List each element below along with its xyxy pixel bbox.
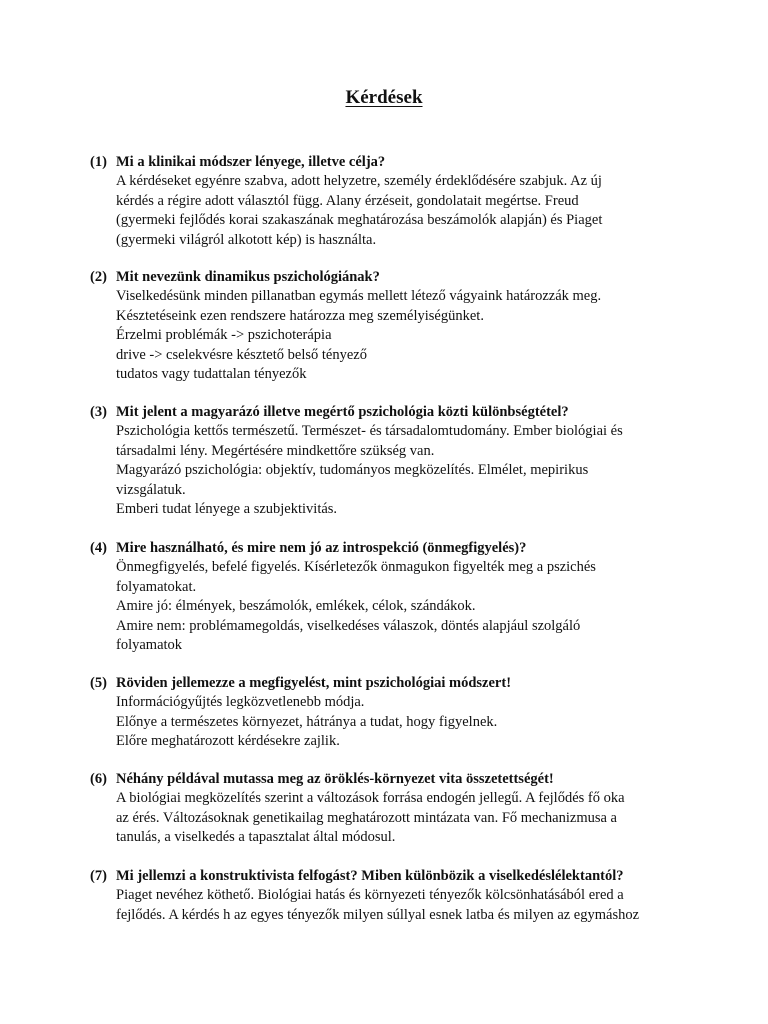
answer-line: Amire nem: problémamegoldás, viselkedéses válaszok, döntés alapjául szolgáló [116, 617, 581, 634]
answer-line: az érés. Változásoknak genetikailag meghatározott mintázata van. Fő mechanizmusa a [116, 809, 617, 826]
question-text: Mire használható, és mire nem jó az introspekció (önmegfigyelés)? [116, 540, 527, 556]
answer-line: tanulás, a viselkedés a tapasztalat által módosul. [116, 829, 396, 846]
question-number: (2) [90, 269, 107, 285]
answer-text [116, 886, 690, 925]
answer-line: Információgyűjtés legközvetlenebb módja. [116, 694, 365, 711]
answer-line: Emberi tudat lényege a szubjektivitás. [116, 501, 338, 518]
question-number: (1) [90, 154, 107, 170]
question-block-4 [90, 539, 690, 655]
page-title-text: Kérdések [345, 87, 423, 108]
question-block-3 [90, 403, 690, 519]
answer-line: folyamatokat. [116, 578, 197, 595]
question-text: Röviden jellemezze a megfigyelést, mint pszichológiai módszert! [116, 675, 512, 691]
answer-line: Amire jó: élmények, beszámolók, emlékek, célok, szándákok. [116, 598, 476, 615]
question-heading [90, 674, 690, 693]
question-number: (6) [90, 771, 107, 787]
question-heading [90, 268, 690, 287]
answer-line: tudatos vagy tudattalan tényezők [116, 366, 307, 383]
question-block-6 [90, 770, 690, 848]
question-heading [90, 403, 690, 422]
question-text: Mi a klinikai módszer lényege, illetve célja? [116, 154, 386, 170]
answer-line: Pszichológia kettős természetű. Természet- és társadalomtudomány. Ember biológiai és [116, 423, 623, 440]
question-number: (5) [90, 675, 107, 691]
question-text: Mit jelent a magyarázó illetve megértő pszichológia közti különbségtétel? [116, 404, 569, 420]
answer-line: Érzelmi problémák -> pszichoterápia [116, 327, 332, 344]
answer-text [116, 172, 690, 250]
page-title [0, 86, 768, 110]
answer-line: fejlődés. A kérdés h az egyes tényezők milyen súllyal esnek latba és milyen az egymáshoz [116, 906, 640, 923]
question-heading [90, 867, 690, 886]
question-text: Mit nevezünk dinamikus pszichológiának? [116, 269, 380, 285]
answer-line: társadalmi lény. Megértésére mindkettőre szükség van. [116, 442, 435, 459]
question-number: (4) [90, 540, 107, 556]
question-block-5 [90, 674, 690, 752]
answer-line: Magyarázó pszichológia: objektív, tudományos megközelítés. Elmélet, mepirikus [116, 462, 589, 479]
answer-text [116, 693, 690, 751]
question-number: (3) [90, 404, 107, 420]
question-heading [90, 539, 690, 558]
answer-line: (gyermeki fejlődés korai szakaszának meghatározása beszámolók alapján) és Piaget [116, 212, 603, 229]
answer-text [116, 287, 690, 384]
question-text: Néhány példával mutassa meg az öröklés-környezet vita összetettségét! [116, 771, 554, 787]
question-heading [90, 770, 690, 789]
answer-line: Előnye a természetes környezet, hátránya a tudat, hogy figyelnek. [116, 713, 498, 730]
answer-line: kérdés a régire adott választól függ. Alany érzéseit, gondolatait megértse. Freud [116, 192, 579, 209]
answer-text [116, 422, 690, 519]
answer-line: drive -> cselekvésre késztető belső tényező [116, 346, 367, 363]
answer-line: A kérdéseket egyénre szabva, adott helyzetre, személy érdeklődésére szabjuk. Az új [116, 173, 602, 190]
question-block-2 [90, 268, 690, 384]
question-block-1 [90, 153, 690, 250]
question-block-7 [90, 867, 690, 925]
answer-line: Előre meghatározott kérdésekre zajlik. [116, 733, 340, 750]
answer-line: Viselkedésünk minden pillanatban egymás mellett létező vágyaink határozzák meg. [116, 288, 602, 305]
answer-line: Késztetéseink ezen rendszere határozza meg személyiségünket. [116, 307, 484, 324]
answer-line: A biológiai megközelítés szerint a változások forrása endogén jellegű. A fejlődés fő oka [116, 790, 625, 807]
answer-line: Piaget nevéhez köthető. Biológiai hatás és környezeti tényezők kölcsönhatásából ered a [116, 887, 624, 904]
question-number: (7) [90, 868, 107, 884]
question-text: Mi jellemzi a konstruktivista felfogást? Miben különbözik a viselkedéslélektantól? [116, 868, 624, 884]
answer-text [116, 789, 690, 847]
answer-line: (gyermeki világról alkotott kép) is használta. [116, 231, 377, 248]
question-heading [90, 153, 690, 172]
answer-line: vizsgálatuk. [116, 481, 186, 498]
answer-text [116, 558, 690, 655]
answer-line: Önmegfigyelés, befelé figyelés. Kísérletezők önmagukon figyelték meg a pszichés [116, 559, 596, 576]
answer-line: folyamatok [116, 637, 183, 654]
